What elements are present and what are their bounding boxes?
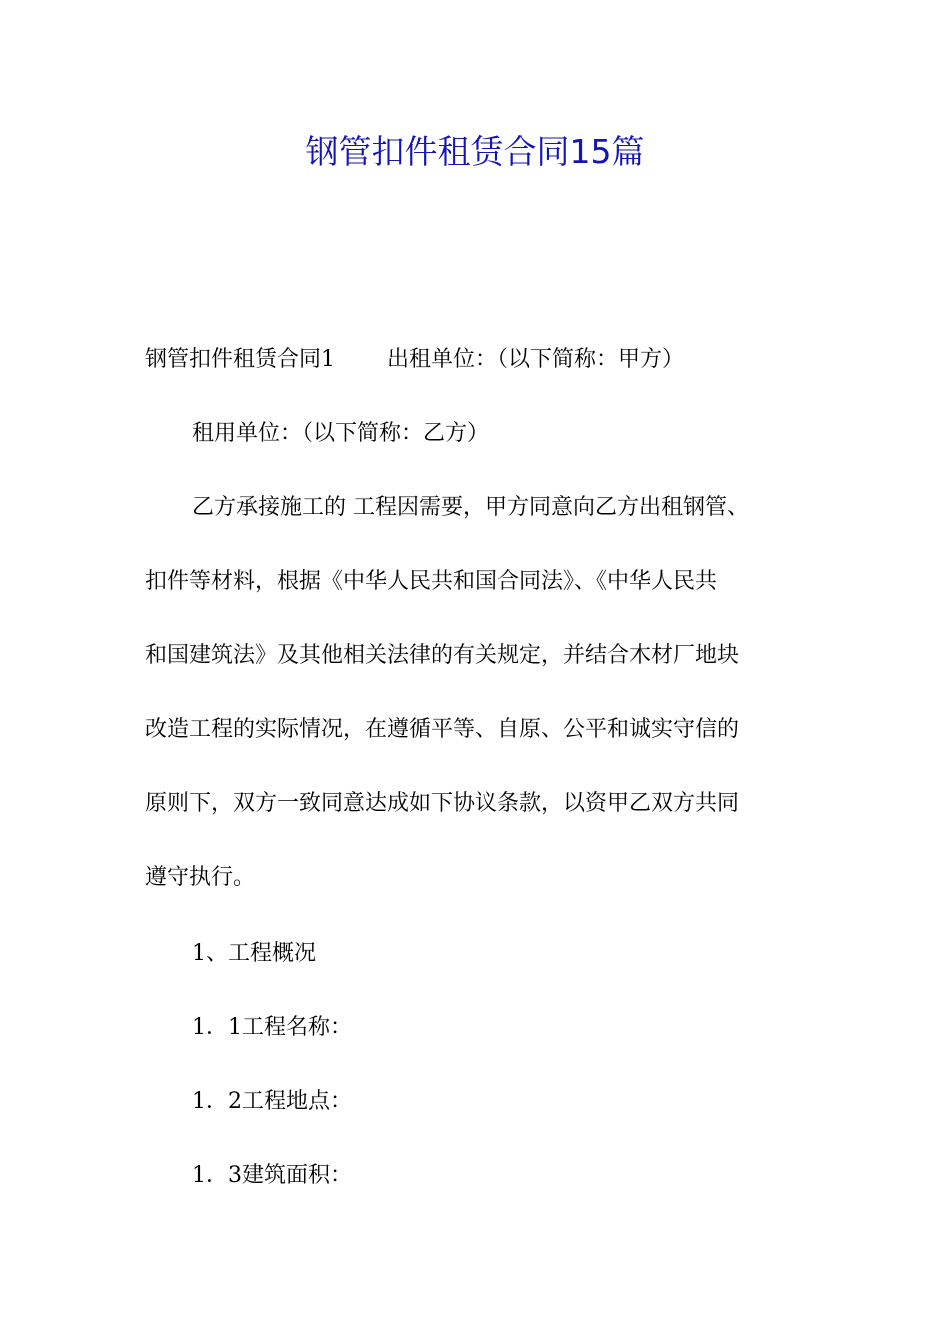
- lessee-line: 租用单位：（以下简称：乙方）: [192, 421, 490, 446]
- body-line-5: 原则下，双方一致同意达成如下协议条款，以资甲乙双方共同: [145, 791, 740, 816]
- body-line-3: 和国建筑法》及其他相关法律的有关规定，并结合木材厂地块: [145, 643, 740, 668]
- item-1-3: 1．3建筑面积：: [192, 1163, 352, 1188]
- document-title: 钢管扣件租赁合同15篇: [305, 132, 645, 171]
- item-1-2: 1．2工程地点：: [192, 1089, 352, 1114]
- first-line: [145, 344, 684, 376]
- contract-heading: 钢管扣件租赁合同1: [145, 347, 335, 372]
- body-line-1: 乙方承接施工的 工程因需要，甲方同意向乙方出租钢管、: [192, 495, 749, 520]
- lessor-line: 出租单位：（以下简称：甲方）: [387, 347, 685, 372]
- body-line-2: 扣件等材料，根据《中华人民共和国合同法》、《中华人民共: [145, 569, 718, 594]
- body-line-6: 遵守执行。: [145, 865, 256, 890]
- body-line-4: 改造工程的实际情况，在遵循平等、自原、公平和诚实守信的: [145, 717, 740, 742]
- item-1-1: 1．1工程名称：: [192, 1015, 352, 1040]
- section-heading-1: 1、工程概况: [192, 941, 316, 966]
